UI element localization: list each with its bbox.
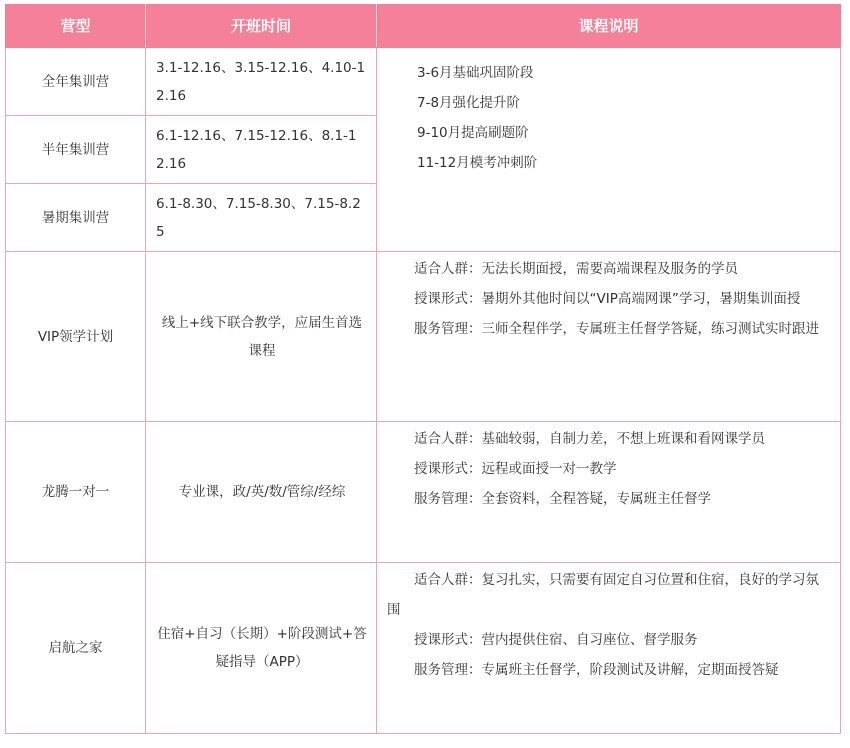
camp-type-cell: 半年集训营: [6, 116, 146, 184]
start-time-cell: 专业课，政/英/数/管综/经综: [146, 422, 377, 563]
table-row: [6, 563, 841, 734]
header-type: 营型: [6, 5, 146, 48]
camp-type-cell: 龙腾一对一: [6, 422, 146, 563]
start-time-cell: [146, 116, 377, 184]
desc-line: 适合人群：基础较弱，自制力差，不想上班课和看网课学员: [414, 431, 765, 447]
camp-type-cell: 全年集训营: [6, 48, 146, 116]
start-time-text: 6.1-12.16、7.15-12.16、8.1-12.16: [156, 127, 357, 172]
course-table: [5, 4, 841, 734]
table-row: [6, 48, 841, 116]
desc-line: 服务管理：三师全程伴学，专属班主任督学答疑，练习测试实时跟进: [414, 321, 819, 337]
header-time: 开班时间: [146, 5, 377, 48]
start-time-text: 6.1-8.30、7.15-8.30、7.15-8.25: [156, 195, 361, 240]
start-time-cell: [146, 48, 377, 116]
schedule-line: 3-6月基础巩固阶段: [417, 65, 534, 81]
start-time-cell: [146, 184, 377, 252]
table-header-row: [6, 5, 841, 48]
desc-line: 授课形式：营内提供住宿、自习座位、督学服务: [414, 632, 698, 648]
schedule-line: 9-10月提高刷题阶: [417, 125, 529, 141]
desc-line: 适合人群：复习扎实，只需要有固定自习位置和住宿，良好的学习氛围: [387, 572, 819, 618]
start-time-text: 3.1-12.16、3.15-12.16、4.10-12.16: [156, 59, 366, 104]
camp-schedule-cell: [377, 48, 841, 252]
camp-type-cell: 暑期集训营: [6, 184, 146, 252]
table-row: [6, 252, 841, 422]
desc-line: 服务管理：专属班主任督学，阶段测试及讲解，定期面授答疑: [414, 662, 779, 678]
camp-type-cell: VIP领学计划: [6, 252, 146, 422]
desc-line: 授课形式：远程或面授一对一教学: [414, 461, 617, 477]
vip-desc-cell: [377, 252, 841, 422]
longteng-desc-cell: [377, 422, 841, 563]
qihang-desc-cell: [377, 563, 841, 734]
camp-type-cell: 启航之家: [6, 563, 146, 734]
desc-line: 适合人群：无法长期面授，需要高端课程及服务的学员: [414, 261, 738, 277]
start-time-cell: 住宿+自习（长期）+阶段测试+答疑指导（APP）: [146, 563, 377, 734]
start-time-cell: 线上+线下联合教学，应届生首选课程: [146, 252, 377, 422]
table-row: [6, 422, 841, 563]
desc-line: 服务管理：全套资料，全程答疑，专属班主任督学: [414, 491, 711, 507]
schedule-line: 11-12月模考冲刺阶: [417, 155, 538, 171]
desc-line: 授课形式：暑期外其他时间以“VIP高端网课”学习，暑期集训面授: [414, 291, 801, 307]
schedule-line: 7-8月强化提升阶: [417, 95, 521, 111]
header-desc: 课程说明: [377, 5, 841, 48]
